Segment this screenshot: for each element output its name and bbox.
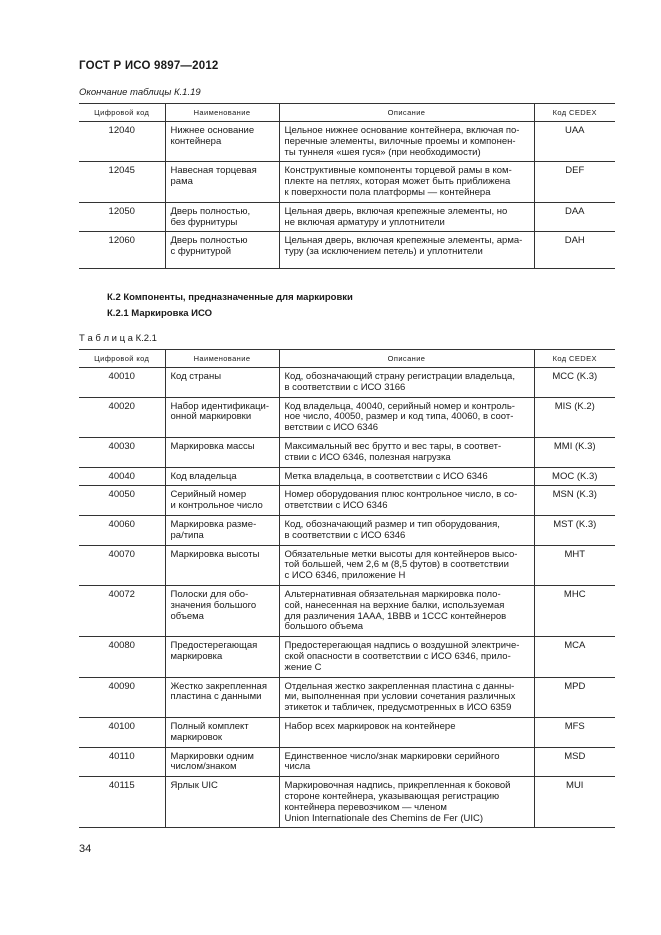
table-row [79, 747, 615, 777]
row-description: Обязательные метки высоты для контейнеров высо- той большей, чем 2,6 м (8,5 футов) в соответствии с ИСО 6346, приложение Н [279, 545, 534, 585]
row-code: 40050 [79, 486, 165, 516]
row-description: Отдельная жестко закрепленная пластина с данны- ми, выполненная при условии сочетания различных этикеток и табличек, предусмотренных в ИСО 6359 [279, 677, 534, 717]
table-row [79, 545, 615, 585]
row-code: 40010 [79, 368, 165, 398]
row-description: Код, обозначающий страну регистрации владельца, в соответствии с ИСО 3166 [279, 368, 534, 398]
row-code: 40110 [79, 747, 165, 777]
row-cedex: MFS [534, 717, 615, 747]
row-code: 40072 [79, 585, 165, 636]
row-cedex: MPD [534, 677, 615, 717]
row-code: 40030 [79, 437, 165, 467]
row-description: Цельная дверь, включая крепежные элементы, но не включая арматуру и уплотнители [279, 202, 534, 232]
row-cedex: MHC [534, 585, 615, 636]
table-row [79, 122, 615, 162]
row-cedex: MMI (K.3) [534, 437, 615, 467]
section-k2-heading: К.2 Компоненты, предназначенные для маркировки [107, 292, 353, 303]
table-k2-1 [79, 349, 615, 828]
row-name: Нижнее основание контейнера [165, 122, 279, 162]
row-name: Дверь полностью с фурнитурой [165, 232, 279, 269]
table-row [79, 467, 615, 486]
table-row [79, 202, 615, 232]
row-cedex: MOC (K.3) [534, 467, 615, 486]
row-name: Набор идентификаци- онной маркировки [165, 397, 279, 437]
column-header: Код CEDEX [534, 104, 615, 122]
column-header: Цифровой код [79, 104, 165, 122]
column-header: Код CEDEX [534, 350, 615, 368]
row-cedex: DEF [534, 162, 615, 202]
row-code: 40100 [79, 717, 165, 747]
row-name: Предостерегающая маркировка [165, 637, 279, 677]
row-code: 40070 [79, 545, 165, 585]
row-name: Полоски для обо- значения большого объема [165, 585, 279, 636]
row-name: Полный комплект маркировок [165, 717, 279, 747]
row-name: Маркировки одним числом/знаком [165, 747, 279, 777]
table2-caption: Т а б л и ц а К.2.1 [79, 333, 157, 344]
table-row [79, 777, 615, 828]
row-description: Конструктивные компоненты торцевой рамы в ком- плекте на петлях, которая может быть приближена к поверхности пола платформы — контейнера [279, 162, 534, 202]
row-description: Номер оборудования плюс контрольное число, в со- ответствии с ИСО 6346 [279, 486, 534, 516]
row-code: 40080 [79, 637, 165, 677]
column-header: Цифровой код [79, 350, 165, 368]
section-k21-heading: К.2.1 Маркировка ИСО [107, 308, 212, 319]
row-name: Дверь полностью, без фурнитуры [165, 202, 279, 232]
row-cedex: MST (K.3) [534, 515, 615, 545]
row-cedex: MSD [534, 747, 615, 777]
row-cedex: MCA [534, 637, 615, 677]
row-code: 40040 [79, 467, 165, 486]
table-row [79, 585, 615, 636]
column-header: Наименование [165, 350, 279, 368]
table-row [79, 162, 615, 202]
row-name: Ярлык UIC [165, 777, 279, 828]
page-number: 34 [79, 843, 92, 855]
row-description: Максимальный вес брутто и вес тары, в соответ- ствии с ИСО 6346, полезная нагрузка [279, 437, 534, 467]
row-name: Жестко закрепленная пластина с данными [165, 677, 279, 717]
row-cedex: MCC (K.3) [534, 368, 615, 398]
column-header: Описание [279, 350, 534, 368]
row-name: Серийный номер и контрольное число [165, 486, 279, 516]
table-row [79, 637, 615, 677]
row-code: 12045 [79, 162, 165, 202]
row-cedex: DAH [534, 232, 615, 269]
table-k1-19-end [79, 103, 615, 269]
row-code: 12040 [79, 122, 165, 162]
column-header: Описание [279, 104, 534, 122]
row-code: 40060 [79, 515, 165, 545]
table-row [79, 717, 615, 747]
row-description: Метка владельца, в соответствии с ИСО 6346 [279, 467, 534, 486]
row-name: Маркировка высоты [165, 545, 279, 585]
row-cedex: MIS (K.2) [534, 397, 615, 437]
row-code: 12060 [79, 232, 165, 269]
row-code: 40020 [79, 397, 165, 437]
row-description: Альтернативная обязательная маркировка поло- сой, нанесенная на верхние балки, используемая для различения 1ААА, 1ВВВ и 1ССС контейнеров большого объема [279, 585, 534, 636]
table-row [79, 437, 615, 467]
row-description: Цельная дверь, включая крепежные элементы, арма- туру (за исключением петель) и уплотнители [279, 232, 534, 269]
table-row [79, 515, 615, 545]
row-cedex: MUI [534, 777, 615, 828]
table-row [79, 397, 615, 437]
row-name: Код страны [165, 368, 279, 398]
row-description: Цельное нижнее основание контейнера, включая по- перечные элементы, вилочные проемы и компонен- ты туннеля «шея гуся» (при необходимости) [279, 122, 534, 162]
table-row [79, 677, 615, 717]
column-header: Наименование [165, 104, 279, 122]
row-description: Код владельца, 40040, серийный номер и контроль- ное число, 40050, размер и код типа, 40060, в соот- ветствии с ИСО 6346 [279, 397, 534, 437]
row-code: 12050 [79, 202, 165, 232]
row-description: Маркировочная надпись, прикрепленная к боковой стороне контейнера, указывающая регистрацию контейнера перевозчиком — членом Union Internationale des Chemins de Fer (UIC) [279, 777, 534, 828]
table-row [79, 486, 615, 516]
row-code: 40115 [79, 777, 165, 828]
row-cedex: UAA [534, 122, 615, 162]
row-description: Код, обозначающий размер и тип оборудования, в соответствии с ИСО 6346 [279, 515, 534, 545]
standard-code-header: ГОСТ Р ИСО 9897—2012 [79, 60, 219, 72]
row-cedex: MHT [534, 545, 615, 585]
row-name: Маркировка разме- ра/типа [165, 515, 279, 545]
row-description: Предостерегающая надпись о воздушной электриче- ской опасности в соответствии с ИСО 6346, прило- жение С [279, 637, 534, 677]
row-description: Единственное число/знак маркировки серийного числа [279, 747, 534, 777]
row-name: Код владельца [165, 467, 279, 486]
table1-caption: Окончание таблицы К.1.19 [79, 87, 201, 98]
row-name: Навесная торцевая рама [165, 162, 279, 202]
table-row [79, 232, 615, 269]
row-description: Набор всех маркировок на контейнере [279, 717, 534, 747]
row-cedex: MSN (K.3) [534, 486, 615, 516]
table-row [79, 368, 615, 398]
row-code: 40090 [79, 677, 165, 717]
row-cedex: DAA [534, 202, 615, 232]
row-name: Маркировка массы [165, 437, 279, 467]
